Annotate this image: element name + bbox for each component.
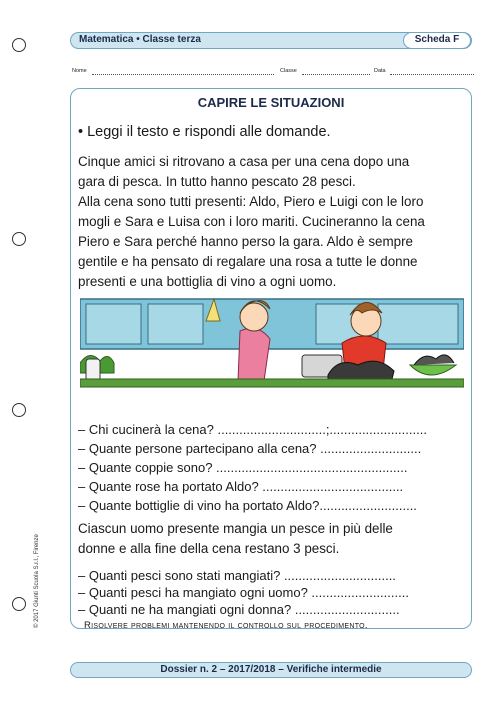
instruction: • Leggi il testo e rispondi alle domande. [78,124,331,140]
bowl-icon [410,365,456,375]
story-line: mogli e Sara e Luisa con i loro mariti. Cucineranno la cena [78,214,425,229]
story2-line: donne e alla fine della cena restano 3 pesci. [78,541,340,556]
question: – Quante persone partecipano alla cena? ............................ [78,441,422,456]
sheet-label: Scheda F [403,32,471,49]
method-note: Risolvere problemi mantenendo il controllo sul procedimento. [84,620,368,631]
story2-line: Ciascun uomo presente mangia un pesce in più delle [78,521,393,536]
jar-icon [86,359,100,381]
class-label: Classe [280,68,297,74]
story-line: gara di pesca. In tutto hanno pescato 28 pesci. [78,174,356,189]
name-label: Nome [72,68,87,74]
subject-label: Matematica • Classe terza [79,34,201,45]
binder-hole-top [12,38,26,52]
story-line: Cinque amici si ritrovano a casa per una cena dopo una [78,154,410,169]
binder-hole-lower [12,403,26,417]
story-line: gentile e ha pensato di regalare una rosa a tutte le donne [78,254,418,269]
name-field-line[interactable] [92,74,274,75]
date-label: Data [374,68,386,74]
footer-bar: Dossier n. 2 – 2017/2018 – Verifiche intermedie [70,662,472,678]
page-title: CAPIRE LE SITUAZIONI [197,95,345,110]
question: – Quante rose ha portato Aldo? ....................................... [78,479,404,494]
question: – Quante coppie sono? ..................................................... [78,460,408,475]
header-bar [70,32,472,49]
date-field-line[interactable] [390,74,474,75]
question: – Quanti pesci ha mangiato ogni uomo? ........................... [78,585,409,600]
binder-hole-middle [12,232,26,246]
question: – Quante bottiglie di vino ha portato Aldo?........................... [78,498,417,513]
kitchen-illustration [80,291,464,391]
question: – Quanti ne ha mangiati ogni donna? ............................. [78,602,400,617]
question: – Quanti pesci sono stati mangiati? ............................... [78,568,396,583]
counter [80,379,464,387]
class-field-line[interactable] [302,74,370,75]
copyright: © 2017 Giunti Scuola S.r.l., Firenze [34,534,40,628]
story-line: presenti e una bottiglia di vino a ogni uomo. [78,274,337,289]
story-line: Alla cena sono tutti presenti: Aldo, Piero e Luigi con le loro [78,194,424,209]
binder-hole-bottom [12,597,26,611]
question: – Chi cucinerà la cena? ..............................;........................... [78,422,427,437]
story-line: Piero e Sara perché hanno perso la gara. Aldo è sempre [78,234,413,249]
